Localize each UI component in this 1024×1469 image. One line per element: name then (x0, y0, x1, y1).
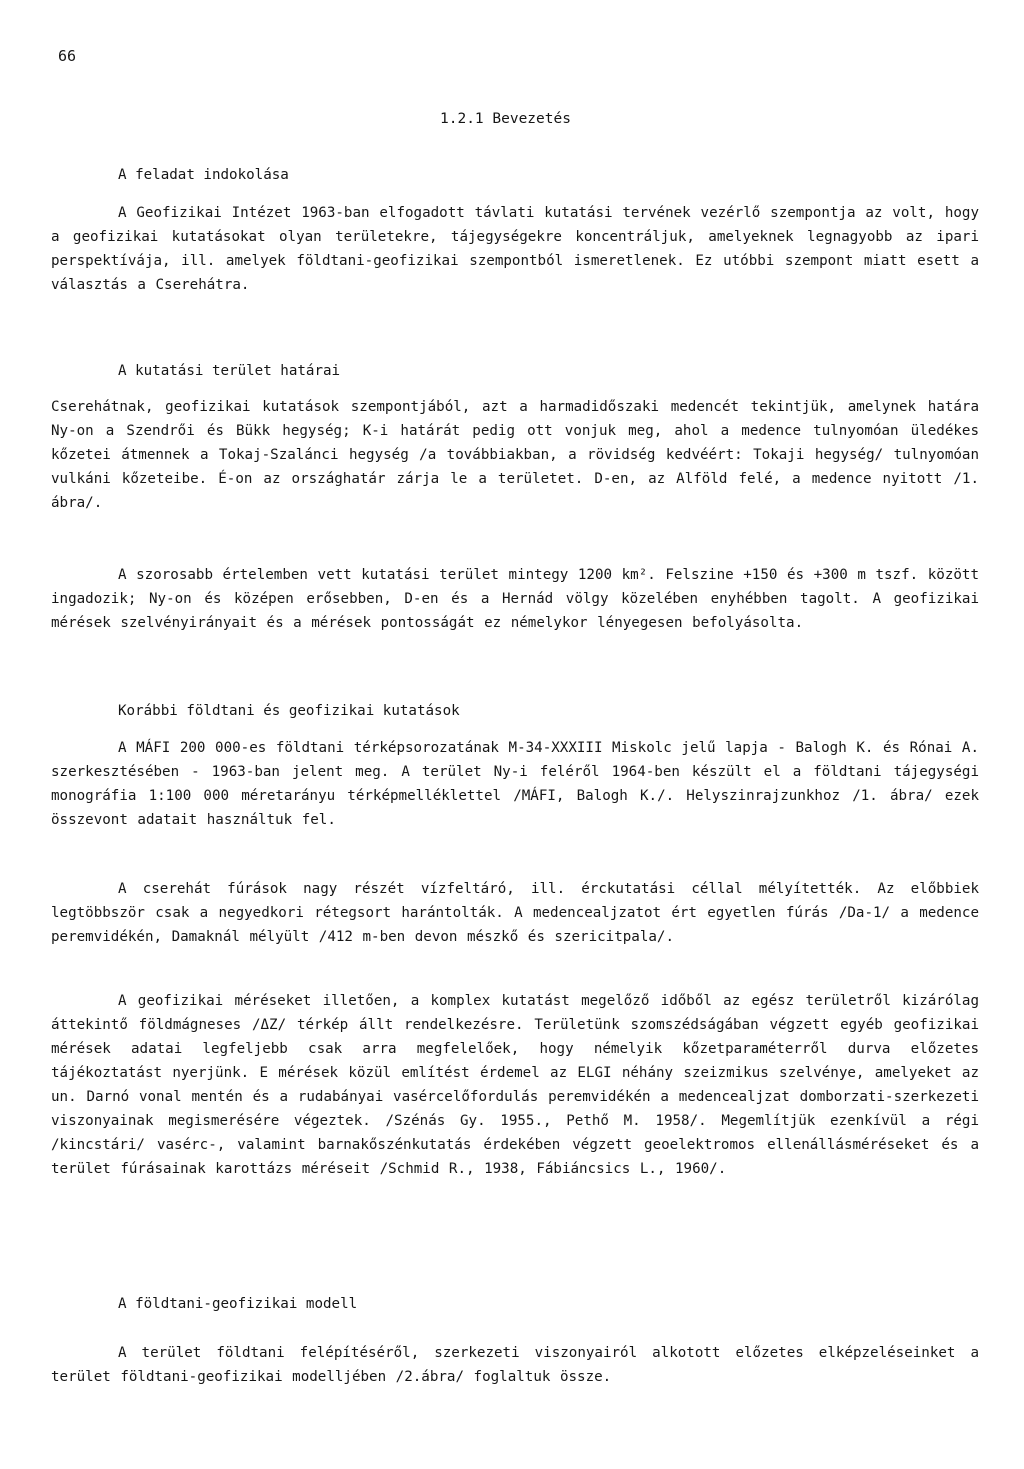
subsection-heading-modell: A földtani-geofizikai modell (118, 1296, 358, 1312)
paragraph-hatarai-2: A szorosabb értelemben vett kutatási terület mintegy 1200 km². Felszine +150 és +300 m tszf. között ingadozik; Ny-on és középen erősebben, D-en és a Hernád völgy közelében enyhébben tagolt. A geofizikai mérések szelvényirányait és a mérések pontosságát ez némelykor lényegesen befolyásolta. (51, 567, 979, 631)
page-number: 66 (58, 47, 77, 65)
paragraph-korabbi-1: A MÁFI 200 000-es földtani térképsorozatának M-34-XXXIII Miskolc jelű lapja - Balogh K. és Rónai A. szerkesztésében - 1963-ban jelent meg. A terület Ny-i feléről 1964-ben készült el a földtani tájegységi monográfia 1:100 000 méretarányu térképmelléklettel /MÁFI, Balogh K./. Helyszinrajzunkhoz /1. ábra/ ezek összevont adatait használtuk fel. (51, 740, 979, 828)
subsection-heading-feladat: A feladat indokolása (118, 167, 289, 183)
paragraph-modell: A terület földtani felépítéséről, szerkezeti viszonyairól alkotott előzetes elképzeléseinket a terület földtani-geofizikai modelljében /2.ábra/ foglaltuk össze. (51, 1345, 979, 1385)
paragraph-korabbi-2: A cserehát fúrások nagy részét vízfeltáró, ill. érckutatási céllal mélyítették. Az előbbiek legtöbbször csak a negyedkori rétegsort harántolták. A medencealjzatot ért egyetlen fúrás /Da-1/ a medence peremvidékén, Damaknál mélyült /412 m-ben devon mészkő és szericitpala/. (51, 881, 979, 945)
section-title: 1.2.1 Bevezetés (440, 111, 571, 127)
subsection-heading-korabbi: Korábbi földtani és geofizikai kutatások (118, 703, 460, 719)
paragraph-hatarai-1: Cserehátnak, geofizikai kutatások szempontjából, azt a harmadidőszaki medencét tekintjük, amelynek határa Ny-on a Szendrői és Bükk hegység; K-i határát pedig ott vonjuk meg, ahol a medence tulnyomóan üledékes kőzetei átmennek a Tokaj-Szalánci hegység /a továbbiakban, a rövidség kedvéért: Tokaji hegység/ tulnyomóan vulkáni kőzeteibe. É-on az országhatár zárja le a területet. D-en, az Alföld felé, a medence nyitott /1. ábra/. (51, 399, 979, 511)
paragraph-korabbi-3: A geofizikai méréseket illetően, a komplex kutatást megelőző időből az egész területről kizárólag áttekintő földmágneses /ΔZ/ térkép állt rendelkezésre. Területünk szomszédságában végzett egyéb geofizikai mérések adatai legfeljebb csak arra megfelelőek, hogy némelyik kőzetparaméterről durva előzetes tájékoztatást nyerjünk. E mérések közül említést érdemel az ELGI néhány szeizmikus szelvénye, amelyeket az un. Darnó vonal mentén és a rudabányai vasércelőfordulás peremvidékén a medencealjzat domborzati-szerkezeti viszonyainak megismerésére végeztek. /Szénás Gy. 1955., Pethő M. 1958/. Megemlítjük ezenkívül a régi /kincstári/ vasérc-, valamint barnakőszénkutatás érdekében végzett geoelektromos ellenállásméréseket és a terület fúrásainak karottázs méréseit /Schmid R., 1938, Fábiáncsics L., 1960/. (51, 993, 979, 1177)
paragraph-feladat: A Geofizikai Intézet 1963-ban elfogadott távlati kutatási tervének vezérlő szempontja az volt, hogy a geofizikai kutatásokat olyan területekre, tájegységekre koncentráljuk, amelyeknek legnagyobb az ipari perspektívája, ill. amelyek földtani-geofizikai szempontból ismeretlenek. Ez utóbbi szempont miatt esett a választás a Cserehátra. (51, 205, 979, 293)
subsection-heading-hatarai: A kutatási terület határai (118, 363, 341, 379)
